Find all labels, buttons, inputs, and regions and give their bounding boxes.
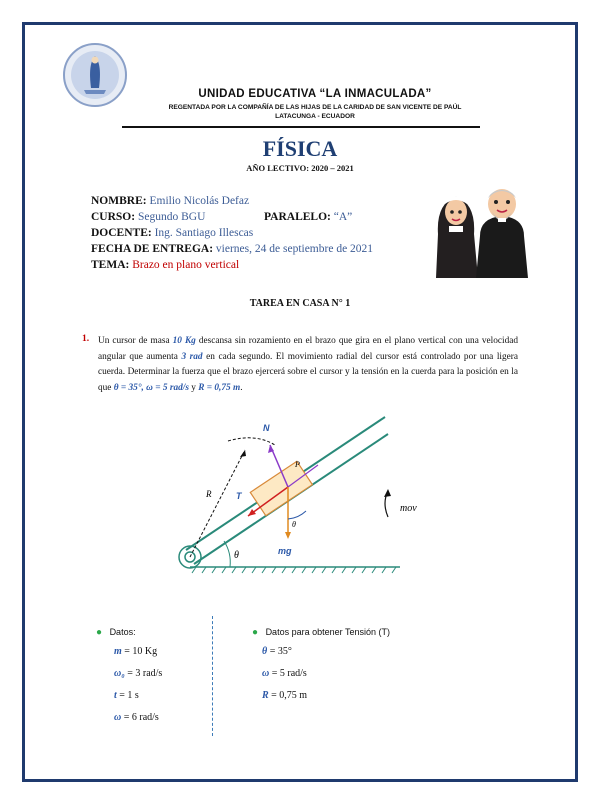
column-divider — [212, 616, 213, 736]
datos-heading: ● Datos: — [96, 627, 136, 638]
theta-small-arc — [288, 511, 306, 519]
teacher-line: DOCENTE: Ing. Santiago Illescas — [91, 227, 254, 239]
student-name-line: NOMBRE: Emilio Nicolás Defaz — [91, 195, 250, 207]
problem-number: 1. — [82, 334, 90, 344]
course-line: CURSO: Segundo BGU — [91, 211, 206, 223]
theta-label: θ — [234, 550, 239, 561]
datos-row: ω₀ = 3 rad/s — [114, 668, 163, 679]
tension-row: θ = 35° — [262, 646, 292, 657]
radius-label: R — [206, 489, 212, 499]
tension-heading: ● Datos para obtener Tensión (T) — [252, 627, 390, 638]
school-name: UNIDAD EDUCATIVA “LA INMACULADA” — [198, 88, 432, 100]
tension-label: T — [236, 491, 242, 501]
problem-statement: Un cursor de masa 10 Kg descansa sin rozamiento en el brazo que gira en el plano vertical con una velocidad angular que aumenta 3 rad en cada segundo. El movimiento radial del cursor está controlado por una ligera cuerda. Determinar la fuerza que el brazo ejercerá sobre el cursor y la tensión en la cuerda para la posición en la que θ = 35°, ω = 5 rad/s y R = 0,75 m. — [98, 336, 519, 393]
datos-row: t = 1 s — [114, 690, 139, 701]
rotation-arc — [228, 438, 275, 445]
tension-row: R = 0,75 m — [262, 690, 308, 701]
ground-hatch — [192, 567, 396, 573]
cartoon-characters-illustration — [432, 174, 532, 280]
physics-diagram — [160, 415, 450, 585]
theta-small-label: θ — [292, 520, 296, 529]
datos-row: ω = 6 rad/s — [114, 712, 159, 723]
bullet-icon: ● — [252, 627, 259, 638]
tension-row: ω = 5 rad/s — [262, 668, 307, 679]
p-force-label: P — [295, 460, 300, 469]
due-date-line: FECHA DE ENTREGA: viernes, 24 de septiembre de 2021 — [91, 243, 374, 255]
school-subtitle: REGENTADA POR LA COMPAÑÍA DE LAS HIJAS DE LA CARIDAD DE SAN VICENTE DE PAÚL LATACUNGA - ECUADOR — [168, 104, 462, 120]
task-title: TAREA EN CASA N° 1 — [249, 298, 351, 309]
datos-row: m = 10 Kg — [114, 646, 158, 657]
header-divider — [122, 126, 480, 128]
page-title: FÍSICA — [262, 136, 338, 161]
paralelo-line: PARALELO: “A” — [264, 211, 353, 223]
theta-arc — [224, 541, 230, 567]
bullet-icon: ● — [96, 627, 103, 638]
weight-label: mg — [278, 546, 292, 556]
mov-label: mov — [400, 503, 417, 514]
school-year: AÑO LECTIVO: 2020 – 2021 — [246, 163, 354, 173]
school-logo — [62, 42, 128, 108]
topic-line: TEMA: Brazo en plano vertical — [91, 259, 240, 271]
normal-force-label: N — [263, 423, 270, 433]
